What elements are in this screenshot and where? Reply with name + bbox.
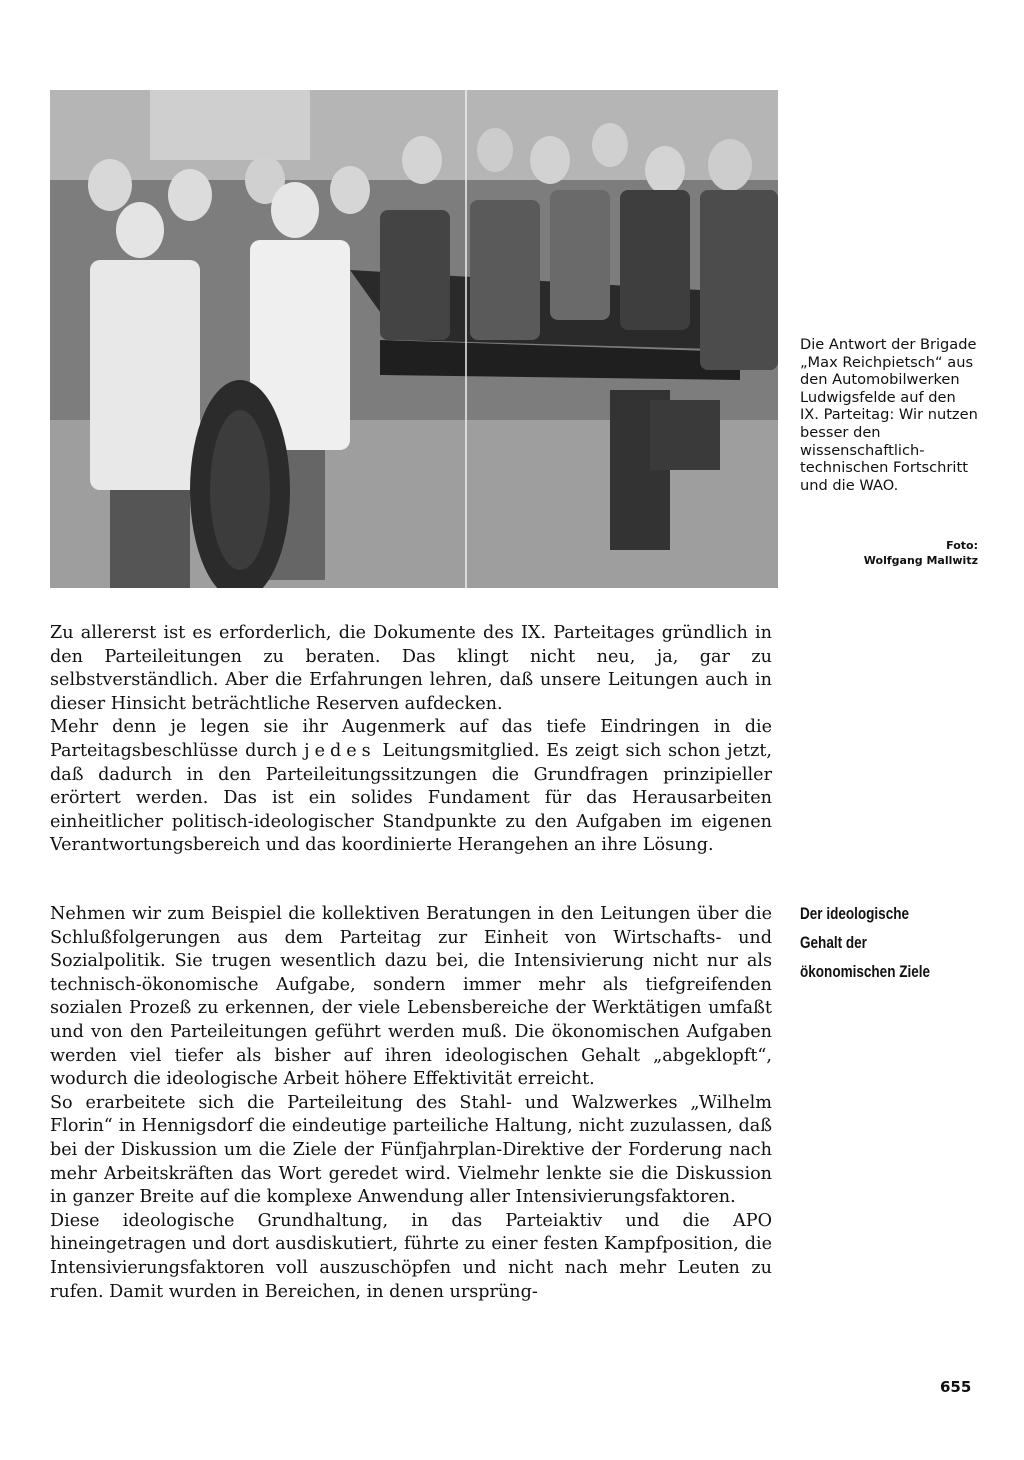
emphasized-word: jedes — [304, 740, 376, 761]
section-2-body — [50, 903, 772, 1304]
side-heading-line-1: Der ideologische — [800, 905, 910, 923]
side-heading-line-2: Gehalt der — [800, 934, 867, 952]
credit-name: Wolfgang Mallwitz — [863, 554, 978, 567]
page-number: 655 — [940, 1378, 972, 1396]
photo-caption — [800, 336, 978, 494]
section-1-paragraph-1: Zu allererst ist es erforderlich, die Dokumente des IX. Parteitages gründlich in den Parteileitungen zu beraten. Das klingt nicht neu, ja, gar zu selbstverständlich. Aber die Erfahrungen lehren, daß unsere Leitungen auch in dieser Hinsicht beträchtliche Reserven aufdecken. — [50, 623, 772, 714]
brigade-photo — [50, 90, 778, 588]
photo-credit — [800, 538, 978, 568]
section-1-body — [50, 622, 772, 858]
section-2-paragraph-2: So erarbeitete sich die Parteileitung des Stahl- und Walzwerkes „Wilhelm Florin“ in Hennigsdorf die eindeutige parteiliche Haltung, nicht zuzulassen, daß bei der Diskussion um die Ziele der Fünfjahrplan-Direktive der Forderung nach mehr Arbeitskräften das Wort geredet wird. Vielmehr lenkte sie die Diskussion in ganzer Breite auf die komplexe Anwendung aller Intensivierungsfaktoren. — [50, 1092, 772, 1208]
paragraph-2-end: Leitungsmitglied. Es zeigt sich schon jetzt, daß dadurch in den Parteileitungssitzungen die Grundfragen prinzipieller erörtert werden. Das ist ein solides Fundament für das Herausarbeiten einheitlicher politisch-ideologischer Standpunkte zu den Aufgaben im eigenen Verantwortungsbereich und das koordinierte Herangehen an ihre Lösung. — [50, 740, 773, 856]
paragraph-2-start: Mehr denn je legen sie ihr Augenmerk auf das tiefe Eindringen in die Parteitagsbeschlüsse durch — [50, 717, 772, 761]
side-heading-line-3: ökonomischen Ziele — [800, 963, 931, 981]
section-side-heading — [800, 900, 956, 987]
photo-illustration — [50, 90, 778, 588]
credit-label: Foto: — [946, 539, 978, 552]
caption-text: Die Antwort der Brigade „Max Reichpietsch“ aus den Automobilwerken Ludwigsfelde auf den IX. Parteitag: Wir nutzen besser den wissenschaftlich-technischen Fortschritt und die WAO. — [800, 336, 978, 494]
section-1-paragraph-2 — [50, 716, 772, 858]
section-2-paragraph-1: Nehmen wir zum Beispiel die kollektiven Beratungen in den Leitungen über die Schlußfolgerungen aus dem Parteitag zur Einheit von Wirtschafts- und Sozialpolitik. Sie trugen wesentlich dazu bei, die Intensivierung nicht nur als technisch-ökonomische Aufgabe, sondern immer mehr als tiefgreifenden sozialen Prozeß zu erkennen, der viele Lebensbereiche der Werktätigen umfaßt und von den Parteileitungen geführt werden muß. Die ökonomischen Aufgaben werden viel tiefer als bisher auf ihren ideologischen Gehalt „abgeklopft“, wodurch die ideologische Arbeit höhere Effektivität erreicht. — [50, 904, 772, 1090]
section-2-paragraph-3: Diese ideologische Grundhaltung, in das Parteiaktiv und die APO hineingetragen und dort ausdiskutiert, führte zu einer festen Kampfposition, die Intensivierungsfaktoren voll auszuschöpfen und nicht nach mehr Leuten zu rufen. Damit wurden in Bereichen, in denen ursprüng- — [50, 1210, 772, 1302]
